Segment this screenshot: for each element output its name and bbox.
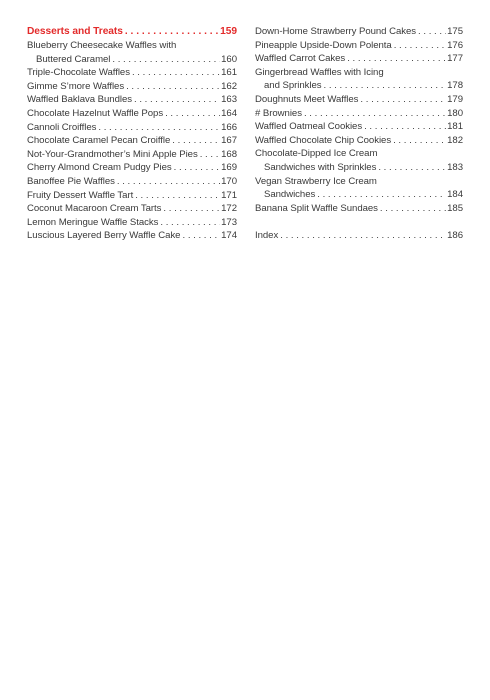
toc-entry[interactable] <box>27 66 237 80</box>
toc-entry[interactable] <box>255 93 463 107</box>
entry-page-number: 181 <box>447 121 463 133</box>
entry-page-number: 161 <box>221 67 237 79</box>
entry-row <box>255 188 463 202</box>
entry-page-number: 166 <box>221 121 237 133</box>
entry-row <box>255 134 463 148</box>
entry-title: Sandwiches <box>264 189 316 201</box>
entry-title: Not-Your-Grandmother’s Mini Apple Pies <box>27 148 198 160</box>
entry-page-number: 168 <box>221 148 237 160</box>
dot-leader <box>125 25 219 39</box>
entry-row <box>255 107 463 121</box>
entry-page-number: 179 <box>447 93 463 105</box>
entry-page-number: 174 <box>221 230 237 242</box>
toc-entry[interactable] <box>27 134 237 148</box>
dot-leader <box>132 66 220 80</box>
dot-leader <box>182 229 220 243</box>
entry-title: Banana Split Waffle Sundaes <box>255 202 378 214</box>
toc-entry[interactable] <box>255 52 463 66</box>
entry-title: Chocolate Caramel Pecan Croiffle <box>27 135 171 147</box>
entry-row <box>27 66 237 80</box>
dot-leader <box>134 93 220 107</box>
toc-entry[interactable] <box>255 175 463 202</box>
toc-right-column <box>255 25 463 243</box>
entry-page-number: 186 <box>447 229 463 241</box>
dot-leader <box>360 93 446 107</box>
toc-entry[interactable] <box>27 107 237 121</box>
toc-entry[interactable] <box>255 120 463 134</box>
dot-leader <box>393 134 446 148</box>
dot-leader <box>347 52 446 66</box>
toc-entry[interactable] <box>255 107 463 121</box>
entry-title: Gimme S’more Waffles <box>27 80 125 92</box>
toc-entry[interactable] <box>255 39 463 53</box>
entry-row <box>27 202 237 216</box>
section-title: Desserts and Treats <box>27 26 123 37</box>
entry-page-number: 177 <box>447 53 463 65</box>
dot-leader <box>160 216 220 230</box>
dot-leader <box>165 107 220 121</box>
dot-leader <box>280 229 446 243</box>
entry-row <box>255 202 463 216</box>
dot-leader <box>98 121 220 135</box>
dot-leader <box>112 53 220 67</box>
entry-row <box>27 216 237 230</box>
entry-row <box>27 93 237 107</box>
toc-list-right <box>255 25 463 215</box>
toc-entry[interactable] <box>27 202 237 216</box>
toc-entry[interactable] <box>27 189 237 203</box>
entry-row <box>27 175 237 189</box>
toc-entry[interactable] <box>27 93 237 107</box>
entry-page-number: 167 <box>221 135 237 147</box>
entry-page-number: 164 <box>221 107 237 119</box>
entry-row <box>27 53 237 67</box>
entry-row <box>255 120 463 134</box>
toc-entry[interactable] <box>255 202 463 216</box>
toc-entry-index[interactable] <box>255 229 463 243</box>
entry-title: Waffled Oatmeal Cookies <box>255 121 363 133</box>
entry-page-number: 162 <box>221 80 237 92</box>
toc-left-column <box>27 25 237 243</box>
toc-entry[interactable] <box>255 25 463 39</box>
entry-row <box>27 80 237 94</box>
entry-page-number: 178 <box>447 80 463 92</box>
entry-row <box>255 39 463 53</box>
dot-leader <box>174 161 221 175</box>
dot-leader <box>323 79 446 93</box>
toc-entry[interactable] <box>27 80 237 94</box>
dot-leader <box>200 148 220 162</box>
entry-page-number: 182 <box>447 134 463 146</box>
entry-title: Down-Home Strawberry Pound Cakes <box>255 26 417 37</box>
dot-leader <box>380 202 446 216</box>
entry-title-line1: Vegan Strawberry Ice Cream <box>255 175 377 187</box>
toc-entry[interactable] <box>27 229 237 243</box>
entry-page-number: 173 <box>221 216 237 228</box>
entry-title: Waffled Baklava Bundles <box>27 94 132 106</box>
entry-row <box>27 229 237 243</box>
entry-title: Cannoli Croiffles <box>27 121 97 133</box>
entry-page-number: 183 <box>447 161 463 173</box>
dot-leader <box>117 175 220 189</box>
entry-row <box>255 79 463 93</box>
entry-page-number: 185 <box>447 202 463 214</box>
entry-page-number: 175 <box>447 26 463 37</box>
entry-title: Pineapple Upside-Down Polenta <box>255 39 392 51</box>
spacer <box>255 215 463 229</box>
entry-title: Luscious Layered Berry Waffle Cake <box>27 230 181 242</box>
entry-page-number: 160 <box>221 53 237 65</box>
entry-title: # Brownies <box>255 107 302 119</box>
section-page-number: 159 <box>220 26 237 37</box>
dot-leader <box>135 189 220 203</box>
dot-leader <box>364 120 446 134</box>
toc-entry[interactable] <box>255 134 463 148</box>
entry-page-number: 180 <box>447 107 463 119</box>
entry-row <box>255 25 463 39</box>
entry-page-number: 163 <box>221 94 237 106</box>
entry-row <box>27 148 237 162</box>
dot-leader <box>317 188 446 202</box>
entry-row <box>255 52 463 66</box>
entry-title: Doughnuts Meet Waffles <box>255 93 359 105</box>
entry-row <box>27 121 237 135</box>
entry-title: Index <box>255 229 279 241</box>
entry-title: Coconut Macaroon Cream Tarts <box>27 203 162 215</box>
toc-entry[interactable] <box>27 148 237 162</box>
entry-title: Lemon Meringue Waffle Stacks <box>27 216 159 228</box>
entry-page-number: 172 <box>221 203 237 215</box>
entry-page-number: 171 <box>221 189 237 201</box>
entry-page-number: 170 <box>221 175 237 187</box>
toc-entry[interactable] <box>27 161 237 175</box>
dot-leader <box>126 80 220 94</box>
toc-entry[interactable] <box>27 216 237 230</box>
entry-row <box>255 93 463 107</box>
toc-entry[interactable] <box>27 121 237 135</box>
entry-page-number: 169 <box>221 162 237 174</box>
entry-title: Waffled Chocolate Chip Cookies <box>255 134 392 146</box>
entry-row <box>27 161 237 175</box>
toc-list-left <box>27 39 237 243</box>
dot-leader <box>394 39 446 53</box>
entry-page-number: 176 <box>447 39 463 51</box>
dot-leader <box>304 107 446 121</box>
entry-title: Waffled Carrot Cakes <box>255 53 346 65</box>
toc-entry[interactable] <box>255 147 463 174</box>
entry-title-line1: Gingerbread Waffles with Icing <box>255 66 384 78</box>
entry-page-number: 184 <box>447 189 463 201</box>
toc-entry[interactable] <box>27 175 237 189</box>
section-heading[interactable] <box>27 25 237 39</box>
toc-entry[interactable] <box>255 66 463 93</box>
entry-title: Triple-Chocolate Waffles <box>27 67 130 79</box>
entry-title: Fruity Dessert Waffle Tart <box>27 189 134 201</box>
entry-title: Banoffee Pie Waffles <box>27 175 115 187</box>
dot-leader <box>378 161 446 175</box>
entry-title-line1: Blueberry Cheesecake Waffles with <box>27 40 177 51</box>
dot-leader <box>418 25 446 39</box>
entry-title: Buttered Caramel <box>36 53 111 65</box>
entry-title: Sandwiches with Sprinkles <box>264 161 377 173</box>
toc-entry[interactable] <box>27 39 237 66</box>
entry-title: Chocolate Hazelnut Waffle Pops <box>27 107 164 119</box>
entry-row <box>27 107 237 121</box>
entry-title-line1: Chocolate-Dipped Ice Cream <box>255 148 378 160</box>
entry-title: and Sprinkles <box>264 80 322 92</box>
entry-row <box>27 134 237 148</box>
entry-row <box>27 189 237 203</box>
entry-title: Cherry Almond Cream Pudgy Pies <box>27 162 172 174</box>
entry-row <box>255 161 463 175</box>
dot-leader <box>172 134 220 148</box>
dot-leader <box>163 202 220 216</box>
